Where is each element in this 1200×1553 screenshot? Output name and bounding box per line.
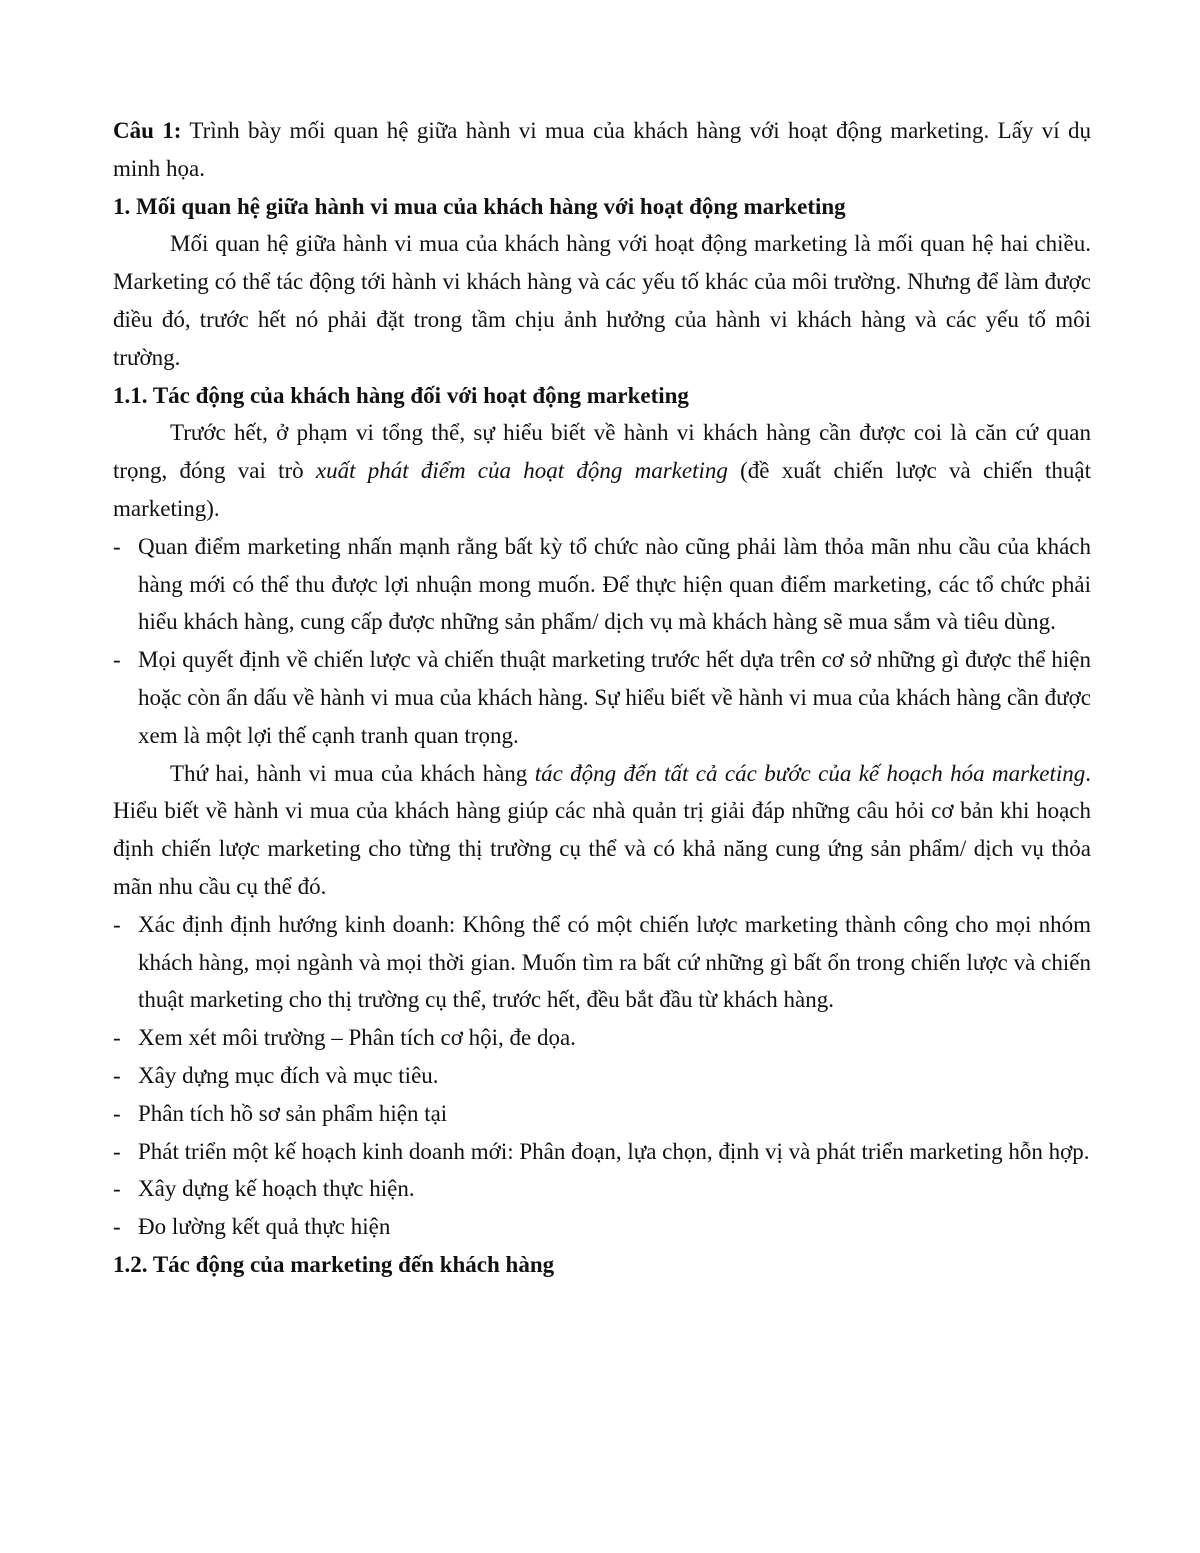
- list-item-text: Phát triển một kế hoạch kinh doanh mới: Phân đoạn, lựa chọn, định vị và phát triển marketing hỗn hợp.: [138, 1138, 1090, 1164]
- list-item-text: Phân tích hồ sơ sản phẩm hiện tại: [138, 1100, 448, 1126]
- list-item-text: Quan điểm marketing nhấn mạnh rằng bất kỳ tổ chức nào cũng phải làm thỏa mãn nhu cầu của khách hàng mới có thể thu được lợi nhuận mong muốn. Để thực hiện quan điểm marketing, các tổ chức phải hiểu khách hàng, cung cấp được những sản phẩm/ dịch vụ mà khách hàng sẽ mua sắm và tiêu dùng.: [138, 533, 1091, 635]
- list-item-text: Xem xét môi trường – Phân tích cơ hội, đe dọa.: [138, 1025, 576, 1051]
- section-1-2-heading: 1.2. Tác động của marketing đến khách hàng: [113, 1251, 555, 1277]
- bullet-list-1: [113, 528, 1091, 755]
- paragraph-2-text-a: Thứ hai, hành vi mua của khách hàng: [170, 760, 535, 786]
- list-item: [113, 1170, 1091, 1208]
- bullet-dash: -: [113, 911, 121, 937]
- bullet-dash: -: [113, 1025, 121, 1051]
- section-1-1-paragraph-2: [113, 755, 1091, 906]
- list-item: [113, 528, 1091, 641]
- paragraph-2-text-b: . Hiểu biết về hành vi mua của khách hàng giúp các nhà quản trị giải đáp những câu hỏi cơ bản khi hoạch định chiến lược marketing cho từng thị trường cụ thể và có khả năng cung ứng sản phẩm/ dịch vụ thỏa mãn nhu cầu cụ thể đó.: [113, 760, 1091, 899]
- document-body: [113, 112, 1091, 1284]
- list-item: [113, 1095, 1091, 1133]
- section-1-paragraph: Mối quan hệ giữa hành vi mua của khách hàng với hoạt động marketing là mối quan hệ hai chiều. Marketing có thể tác động tới hành vi khách hàng và các yếu tố khác của môi trường. Nhưng để làm được điều đó, trước hết nó phải đặt trong tầm chịu ảnh hưởng của hành vi khách hàng và các yếu tố môi trường.: [113, 231, 1091, 370]
- list-item: [113, 1057, 1091, 1095]
- list-item-text: Xây dựng mục đích và mục tiêu.: [138, 1062, 439, 1088]
- bullet-dash: -: [113, 1138, 121, 1164]
- list-item: [113, 1208, 1091, 1246]
- list-item: [113, 1133, 1091, 1171]
- list-item: [113, 1019, 1091, 1057]
- paragraph-1-italic: xuất phát điểm của hoạt động marketing: [315, 458, 728, 484]
- question-line: [113, 112, 1091, 188]
- list-item-text: Xác định định hướng kinh doanh: Không thể có một chiến lược marketing thành công cho mọi nhóm khách hàng, mọi ngành và mọi thời gian. Muốn tìm ra bất cứ những gì bất ổn trong chiến lược và chiến thuật marketing cho thị trường cụ thể, trước hết, đều bắt đầu từ khách hàng.: [138, 911, 1091, 1013]
- section-1-1-heading: 1.1. Tác động của khách hàng đối với hoạt động marketing: [113, 382, 689, 408]
- list-item-text: Xây dựng kế hoạch thực hiện.: [138, 1176, 415, 1202]
- section-1-heading: 1. Mối quan hệ giữa hành vi mua của khách hàng với hoạt động marketing: [113, 193, 846, 219]
- bullet-dash: -: [113, 1100, 121, 1126]
- bullet-dash: -: [113, 1176, 121, 1202]
- question-text: Trình bày mối quan hệ giữa hành vi mua của khách hàng với hoạt động marketing. Lấy ví dụ minh họa.: [113, 118, 1091, 181]
- question-label: Câu 1:: [113, 118, 182, 143]
- paragraph-1-text-a: Trước hết, ở phạm vi tổng thể, sự hiểu biết về hành vi khách hàng cần được coi là căn cứ quan trọng, đóng vai trò: [113, 420, 1091, 484]
- paragraph-2-italic: tác động đến tất cả các bước của kế hoạch hóa marketing: [534, 760, 1086, 786]
- bullet-dash: -: [113, 1062, 121, 1088]
- paragraph-1-text-b: (đề xuất chiến lược và chiến thuật marketing).: [113, 458, 1091, 521]
- bullet-dash: -: [113, 647, 121, 673]
- list-item: [113, 641, 1091, 754]
- section-1-1-paragraph-1: [113, 414, 1091, 527]
- bullet-list-2: [113, 906, 1091, 1246]
- list-item-text: Mọi quyết định về chiến lược và chiến thuật marketing trước hết dựa trên cơ sở những gì được thể hiện hoặc còn ẩn dấu về hành vi mua của khách hàng. Sự hiểu biết về hành vi mua của khách hàng cần được xem là một lợi thế cạnh tranh quan trọng.: [138, 647, 1091, 748]
- list-item-text: Đo lường kết quả thực hiện: [138, 1214, 391, 1240]
- bullet-dash: -: [113, 533, 121, 559]
- bullet-dash: -: [113, 1214, 121, 1240]
- list-item: [113, 906, 1091, 1019]
